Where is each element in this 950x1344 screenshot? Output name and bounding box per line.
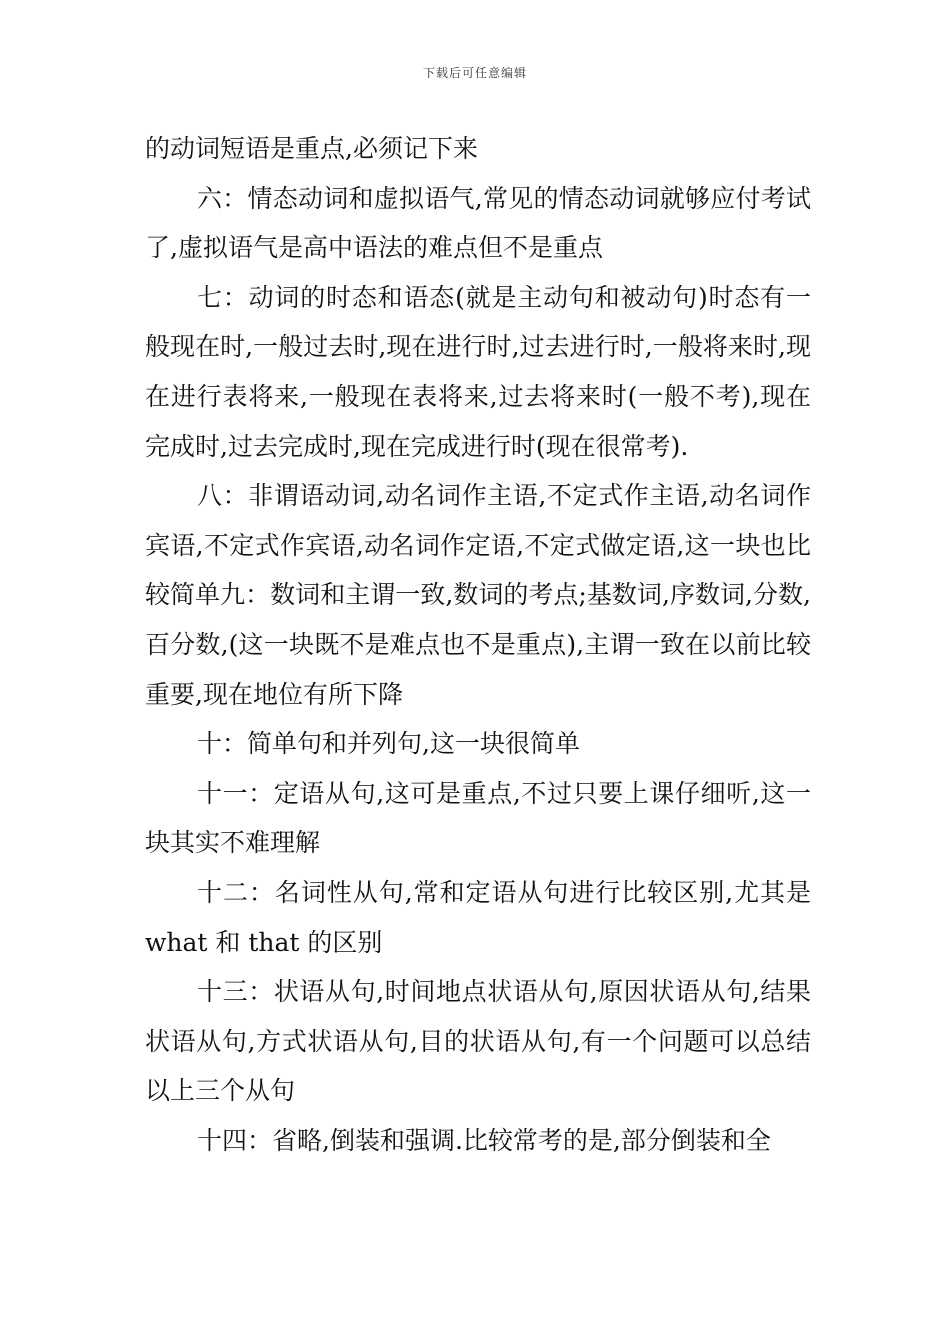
paragraph-fourteen-inversion: 十四：省略,倒装和强调.比较常考的是,部分倒装和全 xyxy=(197,1125,771,1155)
page-header: 下载后可任意编辑 xyxy=(422,66,527,80)
paragraph-eight-nonfinite-verbs: 八：非谓语动词,动名词作主语,不定式作主语,动名词作宾语,不定式作宾语,动名词作定语,不定式做定语,这一块也比较简单九：数词和主谓一致,数词的考点;基数词,序数词,分数,百分数,(这一块既不是难点也不是重点),主谓一致在以前比较重要,现在地位有所下降 xyxy=(145,481,811,709)
document-body xyxy=(145,124,811,1165)
paragraph-continuation: 的动词短语是重点,必须记下来 xyxy=(145,134,478,163)
paragraph-ten-simple-sentences: 十：简单句和并列句,这一块很简单 xyxy=(197,729,580,759)
paragraph-six-modal-verbs: 六：情态动词和虚拟语气,常见的情态动词就够应付考试了,虚拟语气是高中语法的难点但不是重点 xyxy=(145,183,811,263)
paragraph-seven-tense-voice: 七：动词的时态和语态(就是主动句和被动句)时态有一般现在时,一般过去时,现在进行时,过去进行时,一般将来时,现在进行表将来,一般现在表将来,过去将来时(一般不考),现在完成时,过去完成时,现在完成进行时(现在很常考). xyxy=(145,282,811,461)
paragraph-eleven-attributive-clause: 十一：定语从句,这可是重点,不过只要上课仔细听,这一块其实不难理解 xyxy=(145,778,811,858)
paragraph-twelve-noun-clause: 十二：名词性从句,常和定语从句进行比较区别,尤其是 what 和 that 的区别 xyxy=(145,877,811,957)
paragraph-thirteen-adverbial-clause: 十三：状语从句,时间地点状语从句,原因状语从句,结果状语从句,方式状语从句,目的状语从句,有一个问题可以总结以上三个从句 xyxy=(145,977,811,1106)
